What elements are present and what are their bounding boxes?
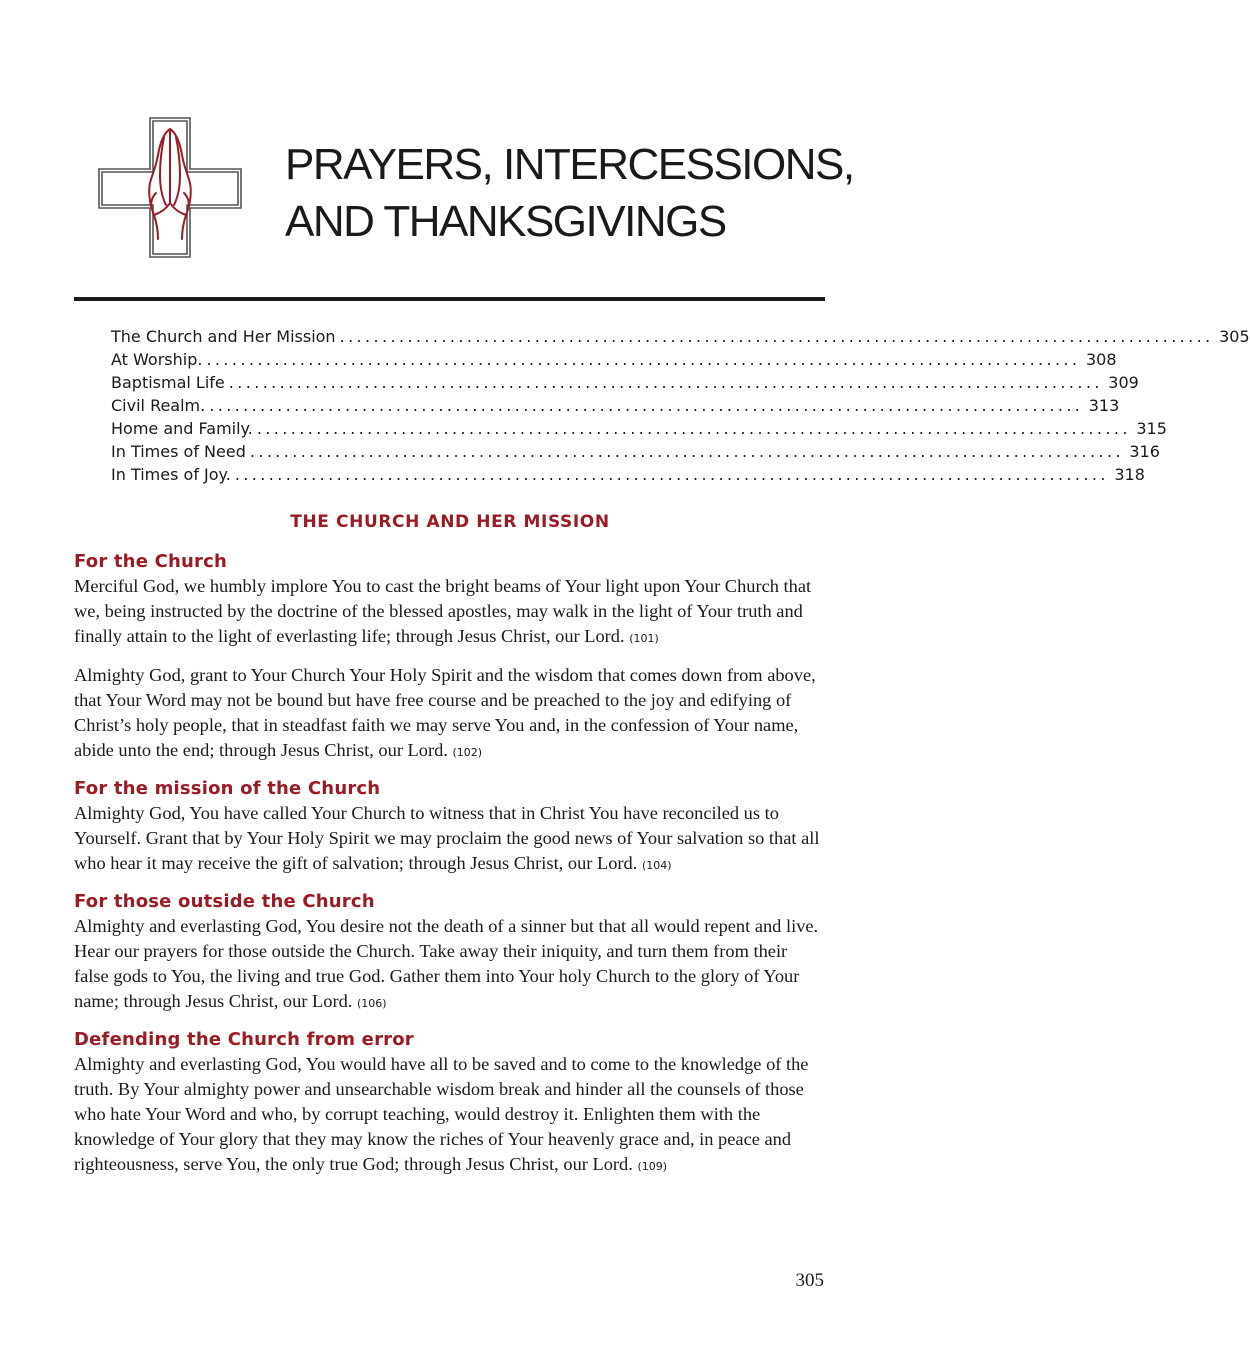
table-of-contents xyxy=(111,325,1250,486)
toc-entry[interactable] xyxy=(111,463,1145,486)
prayer-text xyxy=(74,1052,826,1179)
prayer-heading: For the Church xyxy=(74,551,227,572)
prayer-text xyxy=(74,914,826,1016)
page-title-line-1: PRAYERS, INTERCESSIONS, xyxy=(285,140,854,189)
prayer-reference: (101) xyxy=(629,632,659,645)
toc-entry[interactable] xyxy=(111,417,1167,440)
toc-leader-dots: ....................................................................................................... xyxy=(209,396,1084,415)
prayer-text xyxy=(74,574,826,651)
toc-entry-page: 318 xyxy=(1114,465,1145,484)
toc-leader-dots: ....................................................................................................... xyxy=(256,419,1131,438)
cross-with-praying-hands-icon xyxy=(98,117,243,259)
toc-leader-dots: ....................................................................................................... xyxy=(339,327,1214,346)
page-number: 305 xyxy=(795,1270,824,1291)
prayer-heading: For the mission of the Church xyxy=(74,778,381,799)
toc-entry-page: 315 xyxy=(1136,419,1167,438)
toc-entry[interactable] xyxy=(111,394,1120,417)
toc-leader-dots: ....................................................................................................... xyxy=(249,442,1124,461)
toc-entry-label: In Times of Need xyxy=(111,442,246,461)
toc-entry-page: 305 xyxy=(1219,327,1250,346)
prayer-reference: (104) xyxy=(641,859,672,872)
toc-entry[interactable] xyxy=(111,371,1139,394)
prayer-reference: (109) xyxy=(637,1160,668,1173)
prayer-body: Merciful God, we humbly implore You to cast the bright beams of Your light upon Your Church that we, being instructed by the doctrine of the blessed apostles, may walk in the light of Your truth and finally attain to the light of everlasting life; through Jesus Christ, our Lord. xyxy=(74,576,812,646)
page-title xyxy=(285,136,885,250)
prayer-body: Almighty and everlasting God, You desire not the death of a sinner but that all would repent and live. Hear our prayers for those outside the Church. Take away their iniquity, and turn them from their false gods to You, the living and true God. Gather them into Your holy Church to the glory of Your name; through Jesus Christ, our Lord. xyxy=(74,916,819,1011)
toc-entry[interactable] xyxy=(111,348,1117,371)
prayer-body: Almighty God, grant to Your Church Your Holy Spirit and the wisdom that comes down from above, that Your Word may not be bound but have free course and be preached to the joy and edifying of Christ’s holy people, that in steadfast faith we may serve You and, in the confession of Your name, abide unto the end; through Jesus Christ, our Lord. xyxy=(74,665,816,760)
prayer-body: Almighty God, You have called Your Church to witness that in Christ You have reconciled us to Yourself. Grant that by Your Holy Spirit we may proclaim the good news of Your salvation so that all who hear it may receive the gift of salvation; through Jesus Christ, our Lord. xyxy=(74,803,820,873)
prayers-body xyxy=(74,549,826,1179)
prayer-heading: For those outside the Church xyxy=(74,891,375,912)
prayer-text xyxy=(74,663,826,765)
toc-leader-dots: ....................................................................................................... xyxy=(228,373,1103,392)
title-divider xyxy=(74,297,825,301)
prayer-reference: (106) xyxy=(357,997,387,1010)
toc-entry[interactable] xyxy=(111,325,1250,348)
prayer-heading: Defending the Church from error xyxy=(74,1029,414,1050)
toc-entry-page: 309 xyxy=(1108,373,1139,392)
toc-leader-dots: ....................................................................................................... xyxy=(206,350,1081,369)
prayer-reference: (102) xyxy=(452,746,483,759)
page-title-line-2: AND THANKSGIVINGS xyxy=(285,197,726,246)
prayer-body: Almighty and everlasting God, You would have all to be saved and to come to the knowledge of the truth. By Your almighty power and unsearchable wisdom break and hinder all the counsels of those who hate Your Word and who, by corrupt teaching, would destroy it. Enlighten them with the knowledge of Your glory that they may know the riches of Your heavenly grace and, in peace and righteousness, serve You, the only true God; through Jesus Christ, our Lord. xyxy=(74,1054,809,1174)
toc-entry[interactable] xyxy=(111,440,1160,463)
toc-entry-page: 313 xyxy=(1088,396,1120,415)
toc-entry-label: Baptismal Life xyxy=(111,373,225,392)
section-heading: THE CHURCH AND HER MISSION xyxy=(290,512,610,532)
toc-entry-label: Civil Realm. xyxy=(111,396,206,415)
toc-entry-page: 308 xyxy=(1085,350,1117,369)
toc-entry-label: In Times of Joy. xyxy=(111,465,231,484)
prayer-text xyxy=(74,801,826,878)
toc-entry-label: At Worship. xyxy=(111,350,203,369)
toc-entry-label: Home and Family. xyxy=(111,419,253,438)
toc-entry-label: The Church and Her Mission xyxy=(111,327,336,346)
toc-leader-dots: ....................................................................................................... xyxy=(234,465,1109,484)
toc-entry-page: 316 xyxy=(1129,442,1160,461)
